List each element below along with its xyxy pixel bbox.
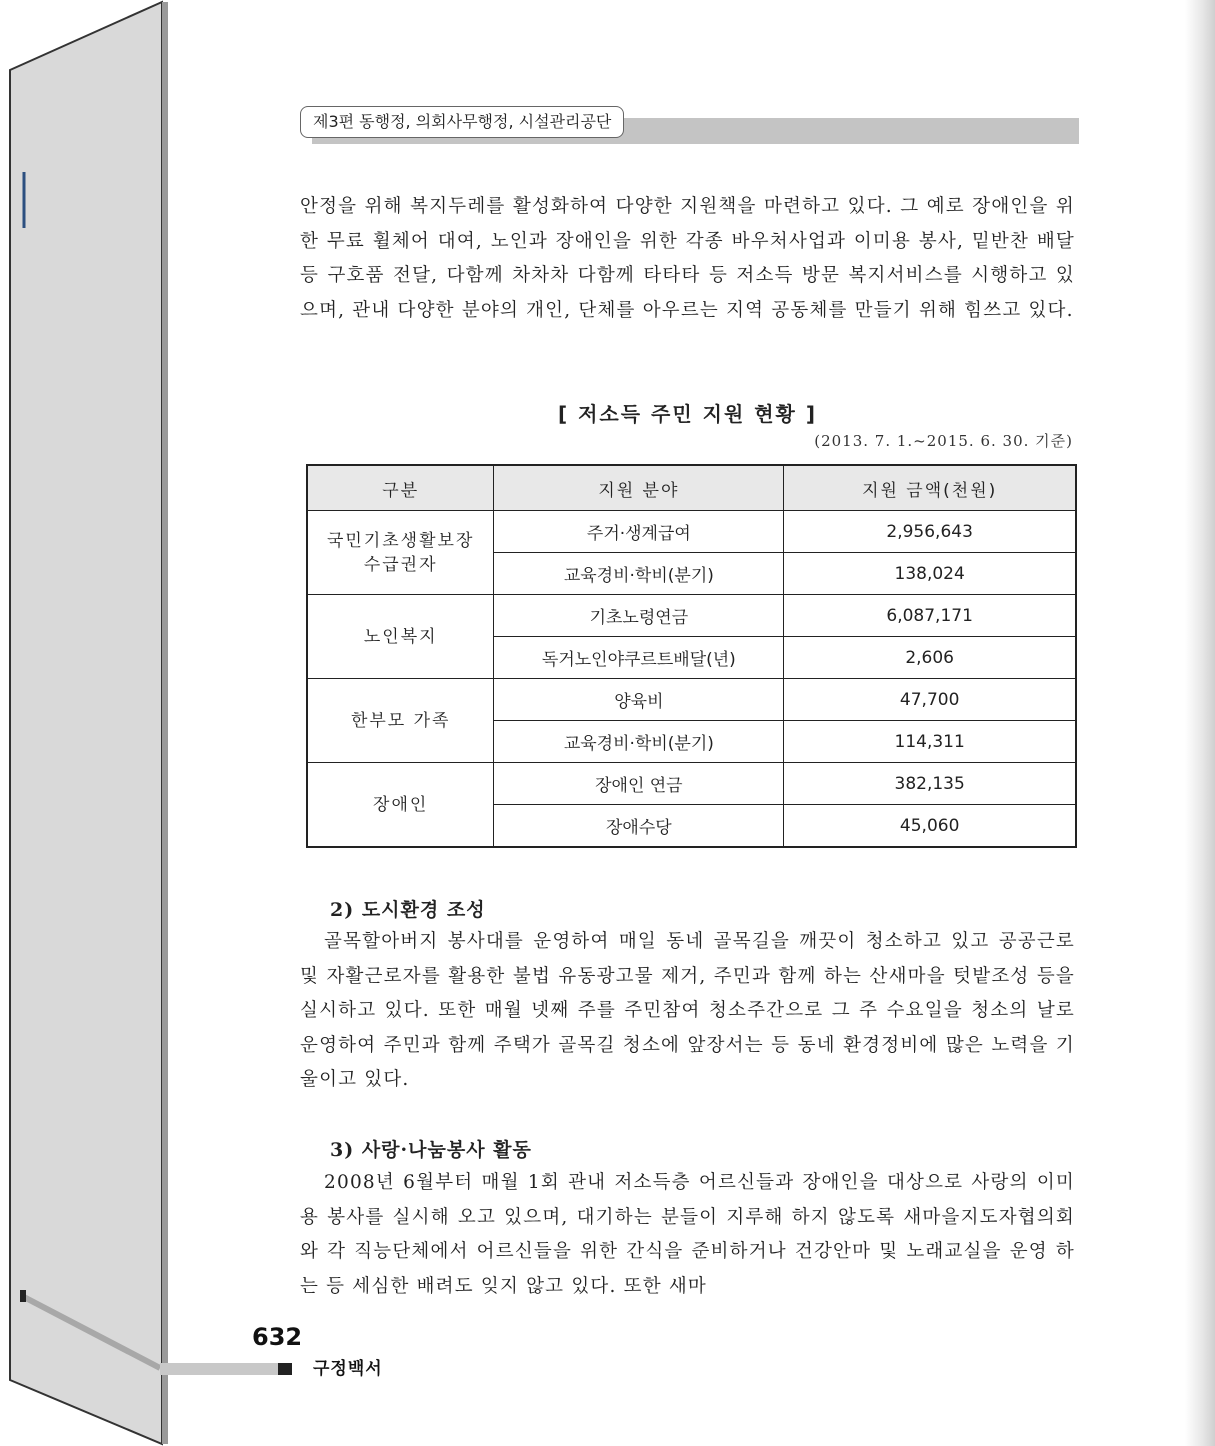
- category-cell: 노인복지: [307, 595, 494, 679]
- section-title-volunteer: 3) 사랑·나눔봉사 활동: [330, 1139, 532, 1161]
- environment-paragraph: 골목할아버지 봉사대를 운영하여 매일 동네 골목길을 깨끗이 청소하고 있고 공공근로 및 자활근로자를 활용한 불법 유동광고물 제거, 주민과 함께 하는 산새마을 텃밭조성 등을 실시하고 있다. 또한 매월 넷째 주를 주민참여 청소주간으로 그 주 수요일을 청소의 날로 운영하여 주민과 함께 주택가 골목길 청소에 앞장서는 등 동네 환경정비에 많은 노력을 기울이고 있다.: [300, 931, 1075, 1090]
- field-cell: 장애인 연금: [494, 763, 784, 805]
- table-note: (2013. 7. 1.~2015. 6. 30. 기준): [814, 432, 1073, 450]
- field-cell: 독거노인야쿠르트배달(년): [494, 637, 784, 679]
- field-cell: 주거·생계급여: [494, 511, 784, 553]
- intro-paragraph: 안정을 위해 복지두레를 활성화하여 다양한 지원책을 마련하고 있다. 그 예로 장애인을 위한 무료 휠체어 대여, 노인과 장애인을 위한 각종 바우처사업과 이미용 봉사, 밑반찬 배달 등 구호품 전달, 다함께 차차차 다함께 타타타 등 저소득 방문 복지서비스를 시행하고 있으며, 관내 다양한 분야의 개인, 단체를 아우르는 지역 공동체를 만들기 위해 힘쓰고 있다.: [300, 196, 1075, 321]
- field-cell: 교육경비·학비(분기): [494, 553, 784, 595]
- header-category: 구분: [307, 465, 494, 511]
- amount-cell: 138,024: [784, 553, 1076, 595]
- amount-cell: 114,311: [784, 721, 1076, 763]
- amount-cell: 2,956,643: [784, 511, 1076, 553]
- table-row: [307, 595, 1076, 637]
- field-cell: 양육비: [494, 679, 784, 721]
- book-title: 구정백서: [313, 1359, 383, 1379]
- category-label: 국민기초생활보장 수급권자: [326, 530, 475, 575]
- amount-cell: 47,700: [784, 679, 1076, 721]
- amount-cell: 45,060: [784, 805, 1076, 848]
- page-number: 632: [252, 1323, 303, 1351]
- field-cell: 장애수당: [494, 805, 784, 848]
- table-row: [307, 679, 1076, 721]
- section-title-environment: 2) 도시환경 조성: [330, 899, 486, 921]
- field-cell: 기초노령연금: [494, 595, 784, 637]
- category-cell: 한부모 가족: [307, 679, 494, 763]
- amount-cell: 2,606: [784, 637, 1076, 679]
- footer-bar: [160, 1363, 280, 1375]
- table-row: [307, 763, 1076, 805]
- category-cell: [307, 511, 494, 595]
- chapter-header: 제3편 동행정, 의회사무행정, 시설관리공단: [300, 106, 624, 138]
- field-cell: 교육경비·학비(분기): [494, 721, 784, 763]
- table-title: [ 저소득 주민 지원 현황 ]: [558, 402, 817, 426]
- page-edge-right: [1185, 0, 1215, 1446]
- header-field: 지원 분야: [494, 465, 784, 511]
- support-table: [306, 464, 1077, 848]
- volunteer-paragraph: 2008년 6월부터 매월 1회 관내 저소득층 어르신들과 장애인을 대상으로 사랑의 이미용 봉사를 실시해 오고 있으며, 대기하는 분들이 지루해 하지 않도록 새마을지도자협의회와 각 직능단체에서 어르신들을 위한 간식을 준비하거나 건강안마 및 노래교실을 운영 하는 등 세심한 배려도 잊지 않고 있다. 또한 새마: [300, 1172, 1075, 1297]
- table-header-row: [307, 465, 1076, 511]
- table-row: [307, 511, 1076, 553]
- amount-cell: 6,087,171: [784, 595, 1076, 637]
- amount-cell: 382,135: [784, 763, 1076, 805]
- header-amount: 지원 금액(천원): [784, 465, 1076, 511]
- category-cell: 장애인: [307, 763, 494, 848]
- footer-block: [278, 1363, 292, 1375]
